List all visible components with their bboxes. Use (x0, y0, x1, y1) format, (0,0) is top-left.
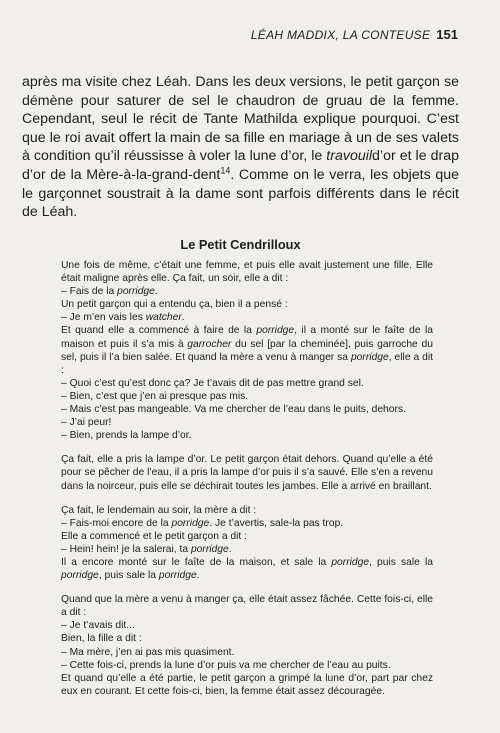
story-dialogue (61, 517, 433, 530)
story-text: . (228, 543, 232, 555)
intro-text: d’or et le drap d’or de la Mère-à-la-grand-dent (22, 148, 459, 183)
intro-emphasis: travouil (326, 148, 373, 165)
story-paragraph: Quand que la mère a venu à manger ça, elle était assez fâchée. Cette fois-ci, elle a dit : (61, 594, 433, 619)
story-paragraph (61, 324, 433, 376)
story-text: – Fais de la (61, 286, 118, 298)
story-dialogue: – Mais c’est pas mangeable. Va me chercher de l’eau dans le puits, dehors. (61, 404, 406, 416)
story-emphasis: watcher (145, 312, 182, 324)
story-text: Il a encore monté sur le faîte de la maison, et sale la (61, 556, 332, 568)
story-emphasis: porridge (171, 517, 210, 529)
story-text: . (181, 312, 185, 324)
story-text: – Fais-moi encore de la (61, 517, 172, 529)
story-dialogue: – Bien, prends la lampe d’or. (61, 430, 192, 442)
story-emphasis: porridge (117, 286, 155, 298)
story-dialogue: – Ma mère, j’en ai pas mis quasiment. (61, 646, 235, 658)
story-paragraph: Et quand qu’elle a été partie, le petit garçon a grimpé la lune d’or, part par chez eux en courant. Et cette fois-ci, bien, la femme était assez découragée. (61, 672, 433, 697)
story-dialogue: – Quoi c’est qu’est donc ça? Je t’avais dit de pas mettre grand sel. (61, 377, 364, 389)
footnote-ref[interactable]: 14 (220, 165, 231, 176)
intro-text: après ma visite chez Léah. Dans les deux versions, le petit garçon se démène pour saturer de sel le chaudron de gruau de la femme. Cependant, seul le récit de Tante Mathilda explique pourquoi. C’est que le roi avait offert la main de sa fille en mariage à un de ses valets à condition qu’il réussisse à voler la lune d’or, le (22, 74, 459, 165)
story-dialogue: – J’ai peur! (61, 417, 112, 429)
story-paragraph: Ça fait, le lendemain au soir, la mère a dit : (61, 504, 257, 516)
story-emphasis: porridge (331, 556, 370, 568)
story-emphasis: porridge (350, 351, 389, 363)
story-dialogue: – Je t’avais dit... (61, 620, 135, 632)
page-header (240, 28, 458, 42)
running-title: LÉAH MADDIX, LA CONTEUSE (250, 28, 431, 42)
story-title: Le Petit Cendrilloux (180, 237, 301, 252)
story-text: , elle a dit : (61, 351, 433, 376)
story-text: , puis sale la (98, 570, 159, 582)
story-text: , puis sale la (369, 556, 433, 568)
intro-paragraph (22, 73, 459, 222)
story-emphasis: porridge (190, 543, 229, 555)
story-dialogue (61, 285, 433, 298)
story-text: . Je t’avertis, sale-la pas trop. (209, 517, 344, 529)
story-text: du sel [par la cheminée], puis garroche du sel, puis il l’a bien salée. Et quand la mère a venu à manger sa (61, 338, 433, 363)
story-text: , il a monté sur le faîte de la maison et puis il s’a mis à (61, 325, 433, 350)
story-body (61, 259, 433, 698)
story-dialogue: – Cette fois-ci, prends la lune d’or puis va me chercher de l’eau au puits. (61, 659, 391, 671)
story-paragraph: Elle a commencé et le petit garçon a dit : (61, 530, 248, 542)
story-emphasis: porridge (61, 570, 99, 582)
story-emphasis: porridge (158, 570, 197, 582)
story-dialogue: – Bien, c’est que j’en ai presque pas mis. (61, 390, 249, 402)
story-text: Et quand elle a commencé à faire de la (61, 325, 257, 337)
story-emphasis: garrocher (187, 338, 232, 350)
story-paragraph: Un petit garçon qui a entendu ça, bien il a pensé : (61, 299, 288, 311)
story-dialogue (61, 543, 433, 556)
story-paragraph: Une fois de même, c’était une femme, et puis elle avait justement une fille. Elle était maligne après elle. Ça fait, un soir, elle a dit : (61, 260, 433, 285)
story-paragraph: Bien, la fille a dit : (61, 633, 142, 645)
story-text: . (196, 570, 200, 582)
story-dialogue (61, 311, 433, 324)
page-number: 151 (436, 27, 458, 42)
story-paragraph: Ça fait, elle a pris la lampe d’or. Le petit garçon était dehors. Quand qu’elle a été pour se pêcher de l’eau, il a pris la lampe d’or puis il s’a sauvé. Elle s’en a revenu dans la noirceur, puis elle se déchirait toutes les jambes. Elle a arrivé en braillant. (61, 454, 433, 492)
story-text: – Hein! hein! je la salerai, ta (61, 543, 191, 555)
story-text: – Je m’en vais les (61, 312, 146, 324)
story-emphasis: porridge (256, 325, 295, 337)
intro-text: . Comme on le verra, les objets que le garçonnet soustrait à la dame sont parfois différents dans le récit de Léah. (22, 166, 459, 221)
story-paragraph (61, 556, 433, 582)
story-text: . (154, 286, 158, 298)
